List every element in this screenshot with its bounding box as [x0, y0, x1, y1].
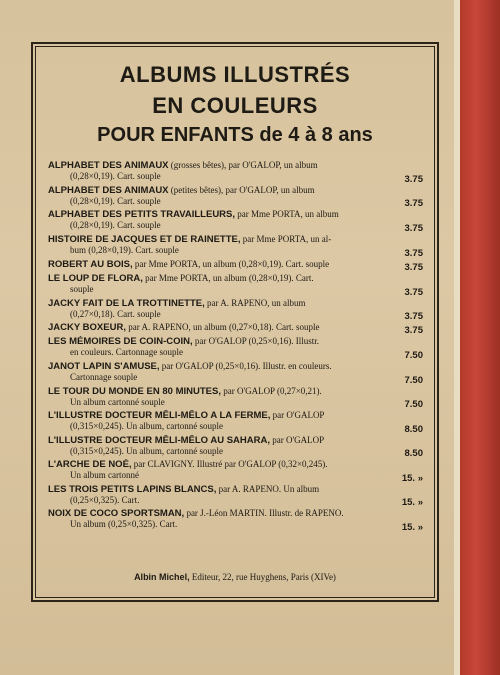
entry-line-2: (0,28×0,19). Cart. souple [70, 171, 161, 181]
entry-line-1 [48, 298, 375, 309]
entry-line-2: (0,28×0,19). Cart. souple [70, 195, 161, 206]
album-price: 3.75 [404, 311, 423, 322]
album-entry [48, 234, 423, 259]
entry-line-1 [48, 410, 375, 421]
album-price: 3.75 [404, 286, 423, 298]
album-details: par Mme PORTA, un album (0,28×0,19). Cart. souple [132, 259, 330, 269]
album-details: par A. RAPENO. Un album [216, 483, 320, 494]
album-details: par A. RAPENO, un album (0,27×0,18). Cart. souple [125, 322, 320, 332]
entry-line-2: (0,315×0,245). Un album, cartonné souple [70, 421, 224, 431]
entry-line-1 [48, 361, 375, 372]
red-spine [460, 0, 500, 675]
album-title: ROBERT AU BOIS, [48, 259, 133, 270]
album-price: 3.75 [404, 262, 423, 273]
entry-line-1 [48, 234, 375, 245]
album-entry [48, 273, 423, 298]
album-details: par CLAVIGNY. Illustré par O'GALOP (0,32×0,245). [131, 459, 328, 469]
album-entry [48, 459, 423, 484]
album-title: LES TROIS PETITS LAPINS BLANCS, [48, 483, 217, 495]
album-entry [48, 410, 423, 435]
album-entry [48, 361, 423, 386]
album-title: JANOT LAPIN S'AMUSE, [48, 360, 160, 372]
album-entry [48, 484, 423, 509]
entry-line-1 [48, 209, 375, 220]
album-price: 8.50 [404, 448, 423, 459]
entry-line-1 [48, 273, 375, 284]
album-title: L'ARCHE DE NOÉ, [48, 459, 132, 470]
entry-line-1 [48, 484, 375, 495]
entry-line-2: souple [70, 284, 94, 294]
album-details: par O'GALOP (0,25×0,16). Illustr. [192, 336, 319, 346]
entry-line-2: en couleurs. Cartonnage souple [70, 347, 183, 357]
album-entry [48, 298, 423, 323]
album-entry [48, 508, 423, 533]
album-title: LES MÉMOIRES DE COIN-COIN, [48, 336, 193, 347]
album-entry [48, 386, 423, 411]
entry-line-1 [48, 160, 375, 171]
album-details: (petites bêtes), par O'GALOP, un album [168, 184, 315, 195]
album-price: 3.75 [404, 325, 423, 336]
album-price: 8.50 [404, 423, 423, 435]
entry-line-1 [48, 459, 375, 470]
album-entry [48, 185, 423, 210]
entry-line-1 [48, 336, 375, 347]
album-details: (grosses bêtes), par O'GALOP, un album [168, 160, 318, 170]
album-entry [48, 160, 423, 185]
album-price: 3.75 [404, 223, 423, 234]
entry-line-2: Cartonnage souple [70, 371, 138, 382]
entry-line-2: (0,27×0,18). Cart. souple [70, 308, 161, 319]
entry-line-1 [48, 435, 375, 446]
album-price: 15. » [401, 497, 423, 508]
album-entry [48, 435, 423, 460]
entry-line-2: Un album (0,25×0,325). Cart. [70, 519, 178, 529]
entry-line-1 [48, 185, 375, 196]
entry-line-1 [48, 322, 375, 333]
entry-line-2: Un album cartonné [70, 470, 139, 480]
entry-line-2: (0,28×0,19). Cart. souple [70, 220, 161, 230]
entry-line-2: Un album cartonné souple [70, 396, 165, 407]
album-entry [48, 336, 423, 361]
album-entry [48, 209, 423, 234]
album-details: par Mme PORTA, un al- [240, 234, 332, 244]
album-title: ALPHABET DES ANIMAUX [48, 160, 169, 171]
title-line-2: EN COULEURS [152, 93, 318, 118]
album-entry [48, 322, 423, 336]
entry-line-1 [48, 259, 375, 270]
album-title: L'ILLUSTRE DOCTEUR MÊLI-MÊLO AU SAHARA, [48, 434, 270, 446]
album-price: 7.50 [404, 349, 423, 361]
album-title: JACKY BOXEUR, [48, 322, 126, 333]
album-details: par O'GALOP (0,27×0,21). [220, 385, 322, 396]
album-details: par O'GALOP (0,25×0,16). Illustr. en couleurs. [159, 360, 332, 371]
album-price: 3.75 [404, 173, 423, 185]
album-price: 7.50 [404, 374, 423, 386]
album-details: par J.-Léon MARTIN. Illustr. de RAPENO. [184, 508, 344, 518]
album-price: 7.50 [404, 399, 423, 410]
album-details: par Mme PORTA, un album (0,28×0,19). Cart. [142, 273, 314, 283]
title-line-3: POUR ENFANTS de 4 à 8 ans [97, 124, 373, 146]
entry-line-1 [48, 386, 375, 397]
album-price: 15. » [401, 521, 423, 533]
album-price: 3.75 [404, 198, 423, 209]
album-details: par Mme PORTA, un album [235, 209, 339, 219]
album-title: LE LOUP DE FLORA, [48, 273, 143, 284]
album-title: JACKY FAIT DE LA TROTTINETTE, [48, 297, 205, 309]
album-list [48, 160, 423, 533]
entry-line-2: (0,315×0,245). Un album, cartonné souple [70, 445, 224, 456]
album-details: par O'GALOP [270, 410, 325, 420]
album-price: 15. » [401, 472, 423, 484]
publisher-address: Editeur, 22, rue Huyghens, Paris (XIVe) [189, 572, 336, 582]
album-title: L'ILLUSTRE DOCTEUR MÊLI-MÊLO A LA FERME, [48, 410, 271, 421]
title-line-1: ALBUMS ILLUSTRÉS [119, 62, 351, 87]
album-title: LE TOUR DU MONDE EN 80 MINUTES, [48, 385, 221, 397]
album-title: ALPHABET DES ANIMAUX [48, 184, 169, 196]
publisher-name: Albin Michel, [134, 572, 190, 582]
album-title: NOIX DE COCO SPORTSMAN, [48, 508, 185, 519]
album-price: 3.75 [404, 248, 423, 259]
album-details: par O'GALOP [269, 434, 325, 445]
publisher-footer [31, 572, 439, 582]
album-entry [48, 259, 423, 273]
entry-line-2: (0,25×0,325). Cart. [70, 494, 140, 505]
entry-line-2: bum (0,28×0,19). Cart. souple [70, 245, 179, 255]
entry-line-1 [48, 508, 375, 519]
album-title: HISTOIRE DE JACQUES ET DE RAINETTE, [48, 234, 241, 245]
album-details: par A. RAPENO, un album [204, 297, 306, 308]
album-title: ALPHABET DES PETITS TRAVAILLEURS, [48, 209, 236, 220]
